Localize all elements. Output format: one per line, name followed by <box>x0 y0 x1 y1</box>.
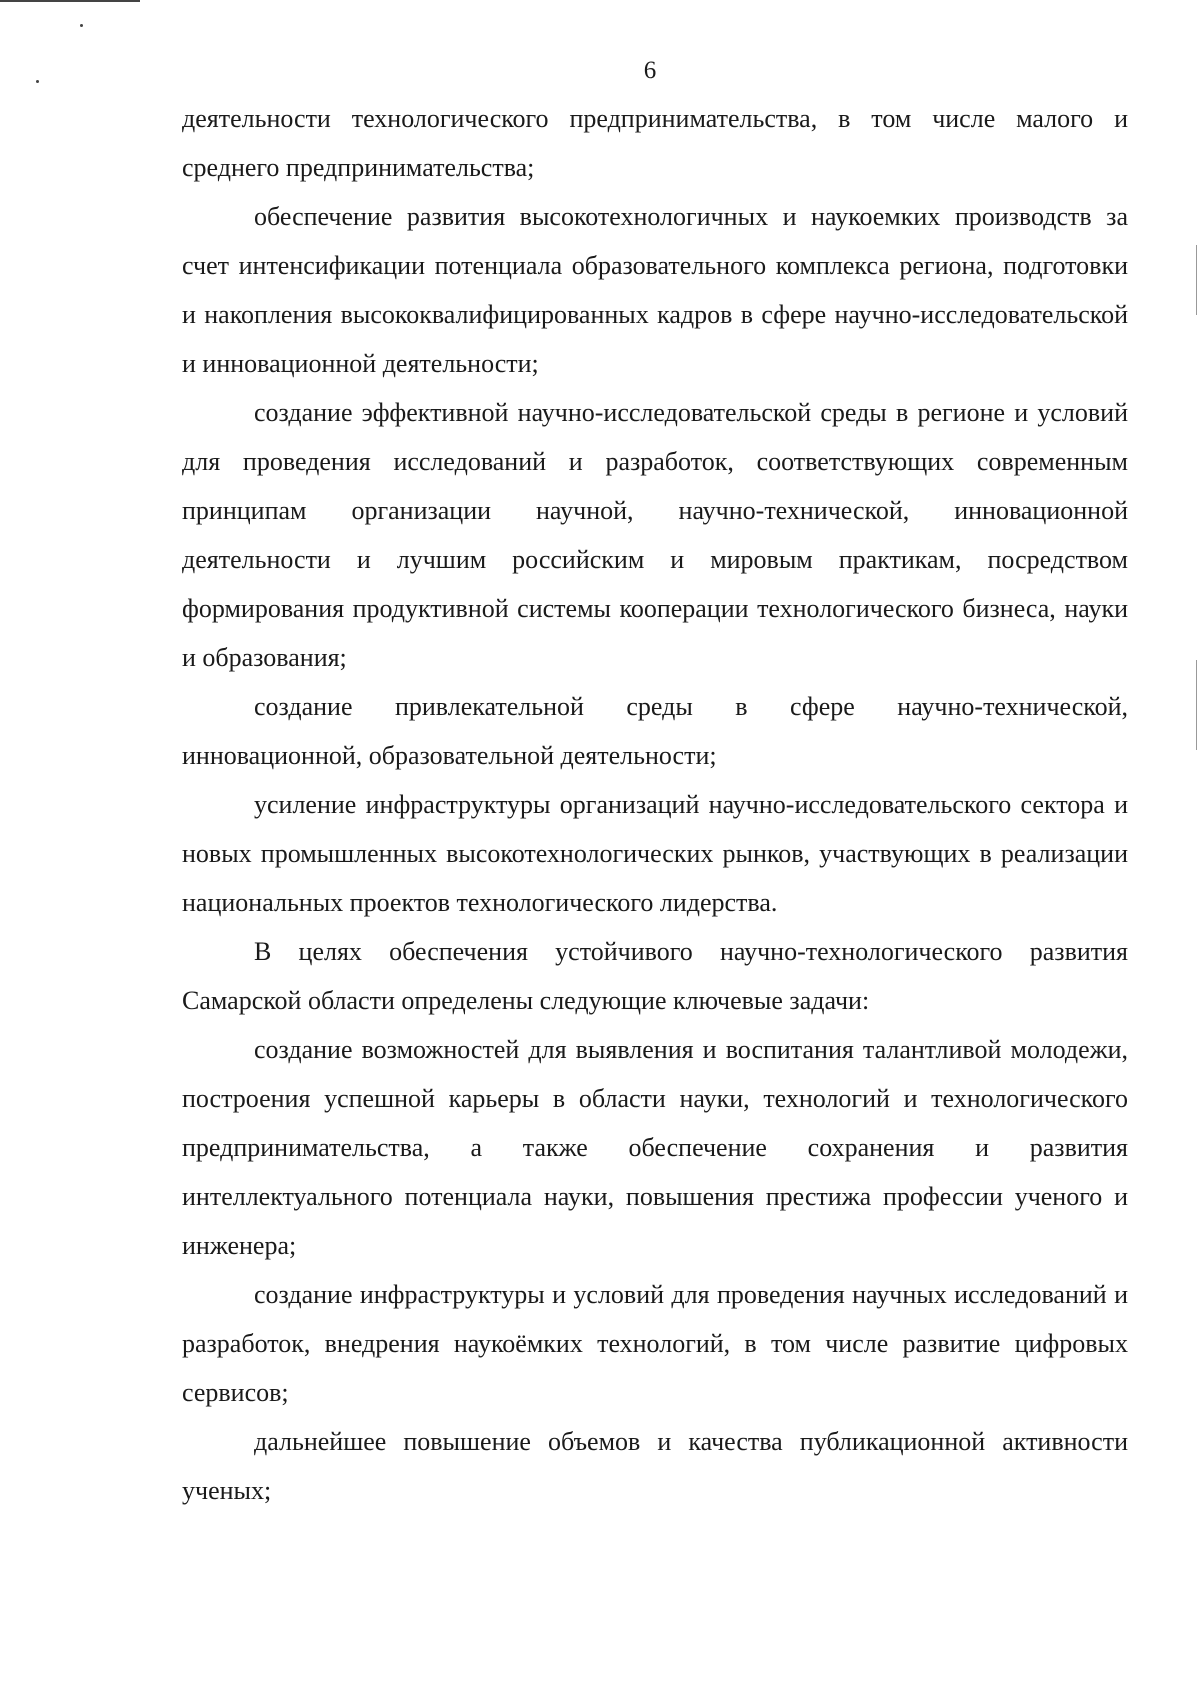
paragraph: В целях обеспечения устойчивого научно-технологического развития Самарской области определены следующие ключевые задачи: <box>182 937 1128 1015</box>
scan-artifact-right-edge <box>1196 660 1197 750</box>
scan-artifact-right-edge <box>1196 245 1197 315</box>
scan-artifact-top-line <box>0 0 140 2</box>
scan-artifact-dot <box>80 24 83 27</box>
paragraph: усиление инфраструктуры организаций научно-исследовательского сектора и новых промышленных высокотехнологических рынков, участвующих в реализации национальных проектов технологического лидерства. <box>182 790 1128 917</box>
paragraph: деятельности технологического предпринимательства, в том числе малого и среднего предпринимательства; <box>182 104 1128 182</box>
page-number: 6 <box>643 57 657 84</box>
paragraph: обеспечение развития высокотехнологичных и наукоемких производств за счет интенсификации потенциала образовательного комплекса региона, подготовки и накопления высококвалифицированных кадров в сфере научно-исследовательской и инновационной деятельности; <box>182 202 1128 378</box>
paragraph: создание возможностей для выявления и воспитания талантливой молодежи, построения успешной карьеры в области науки, технологий и технологического предпринимательства, а также обеспечение сохранения и развития интеллектуального потенциала науки, повышения престижа профессии ученого и инженера; <box>182 1035 1128 1260</box>
paragraph: создание привлекательной среды в сфере научно-технической, инновационной, образовательной деятельности; <box>182 692 1128 770</box>
paragraph: создание эффективной научно-исследовательской среды в регионе и условий для проведения исследований и разработок, соответствующих современным принципам организации научной, научно-технической, инновационной деятельности и лучшим российским и мировым практикам, посредством формирования продуктивной системы кооперации технологического бизнеса, науки и образования; <box>182 398 1128 672</box>
paragraph: дальнейшее повышение объемов и качества публикационной активности ученых; <box>182 1427 1128 1505</box>
paragraph: создание инфраструктуры и условий для проведения научных исследований и разработок, внедрения наукоёмких технологий, в том числе развитие цифровых сервисов; <box>182 1280 1128 1407</box>
body-text <box>182 94 1128 1515</box>
